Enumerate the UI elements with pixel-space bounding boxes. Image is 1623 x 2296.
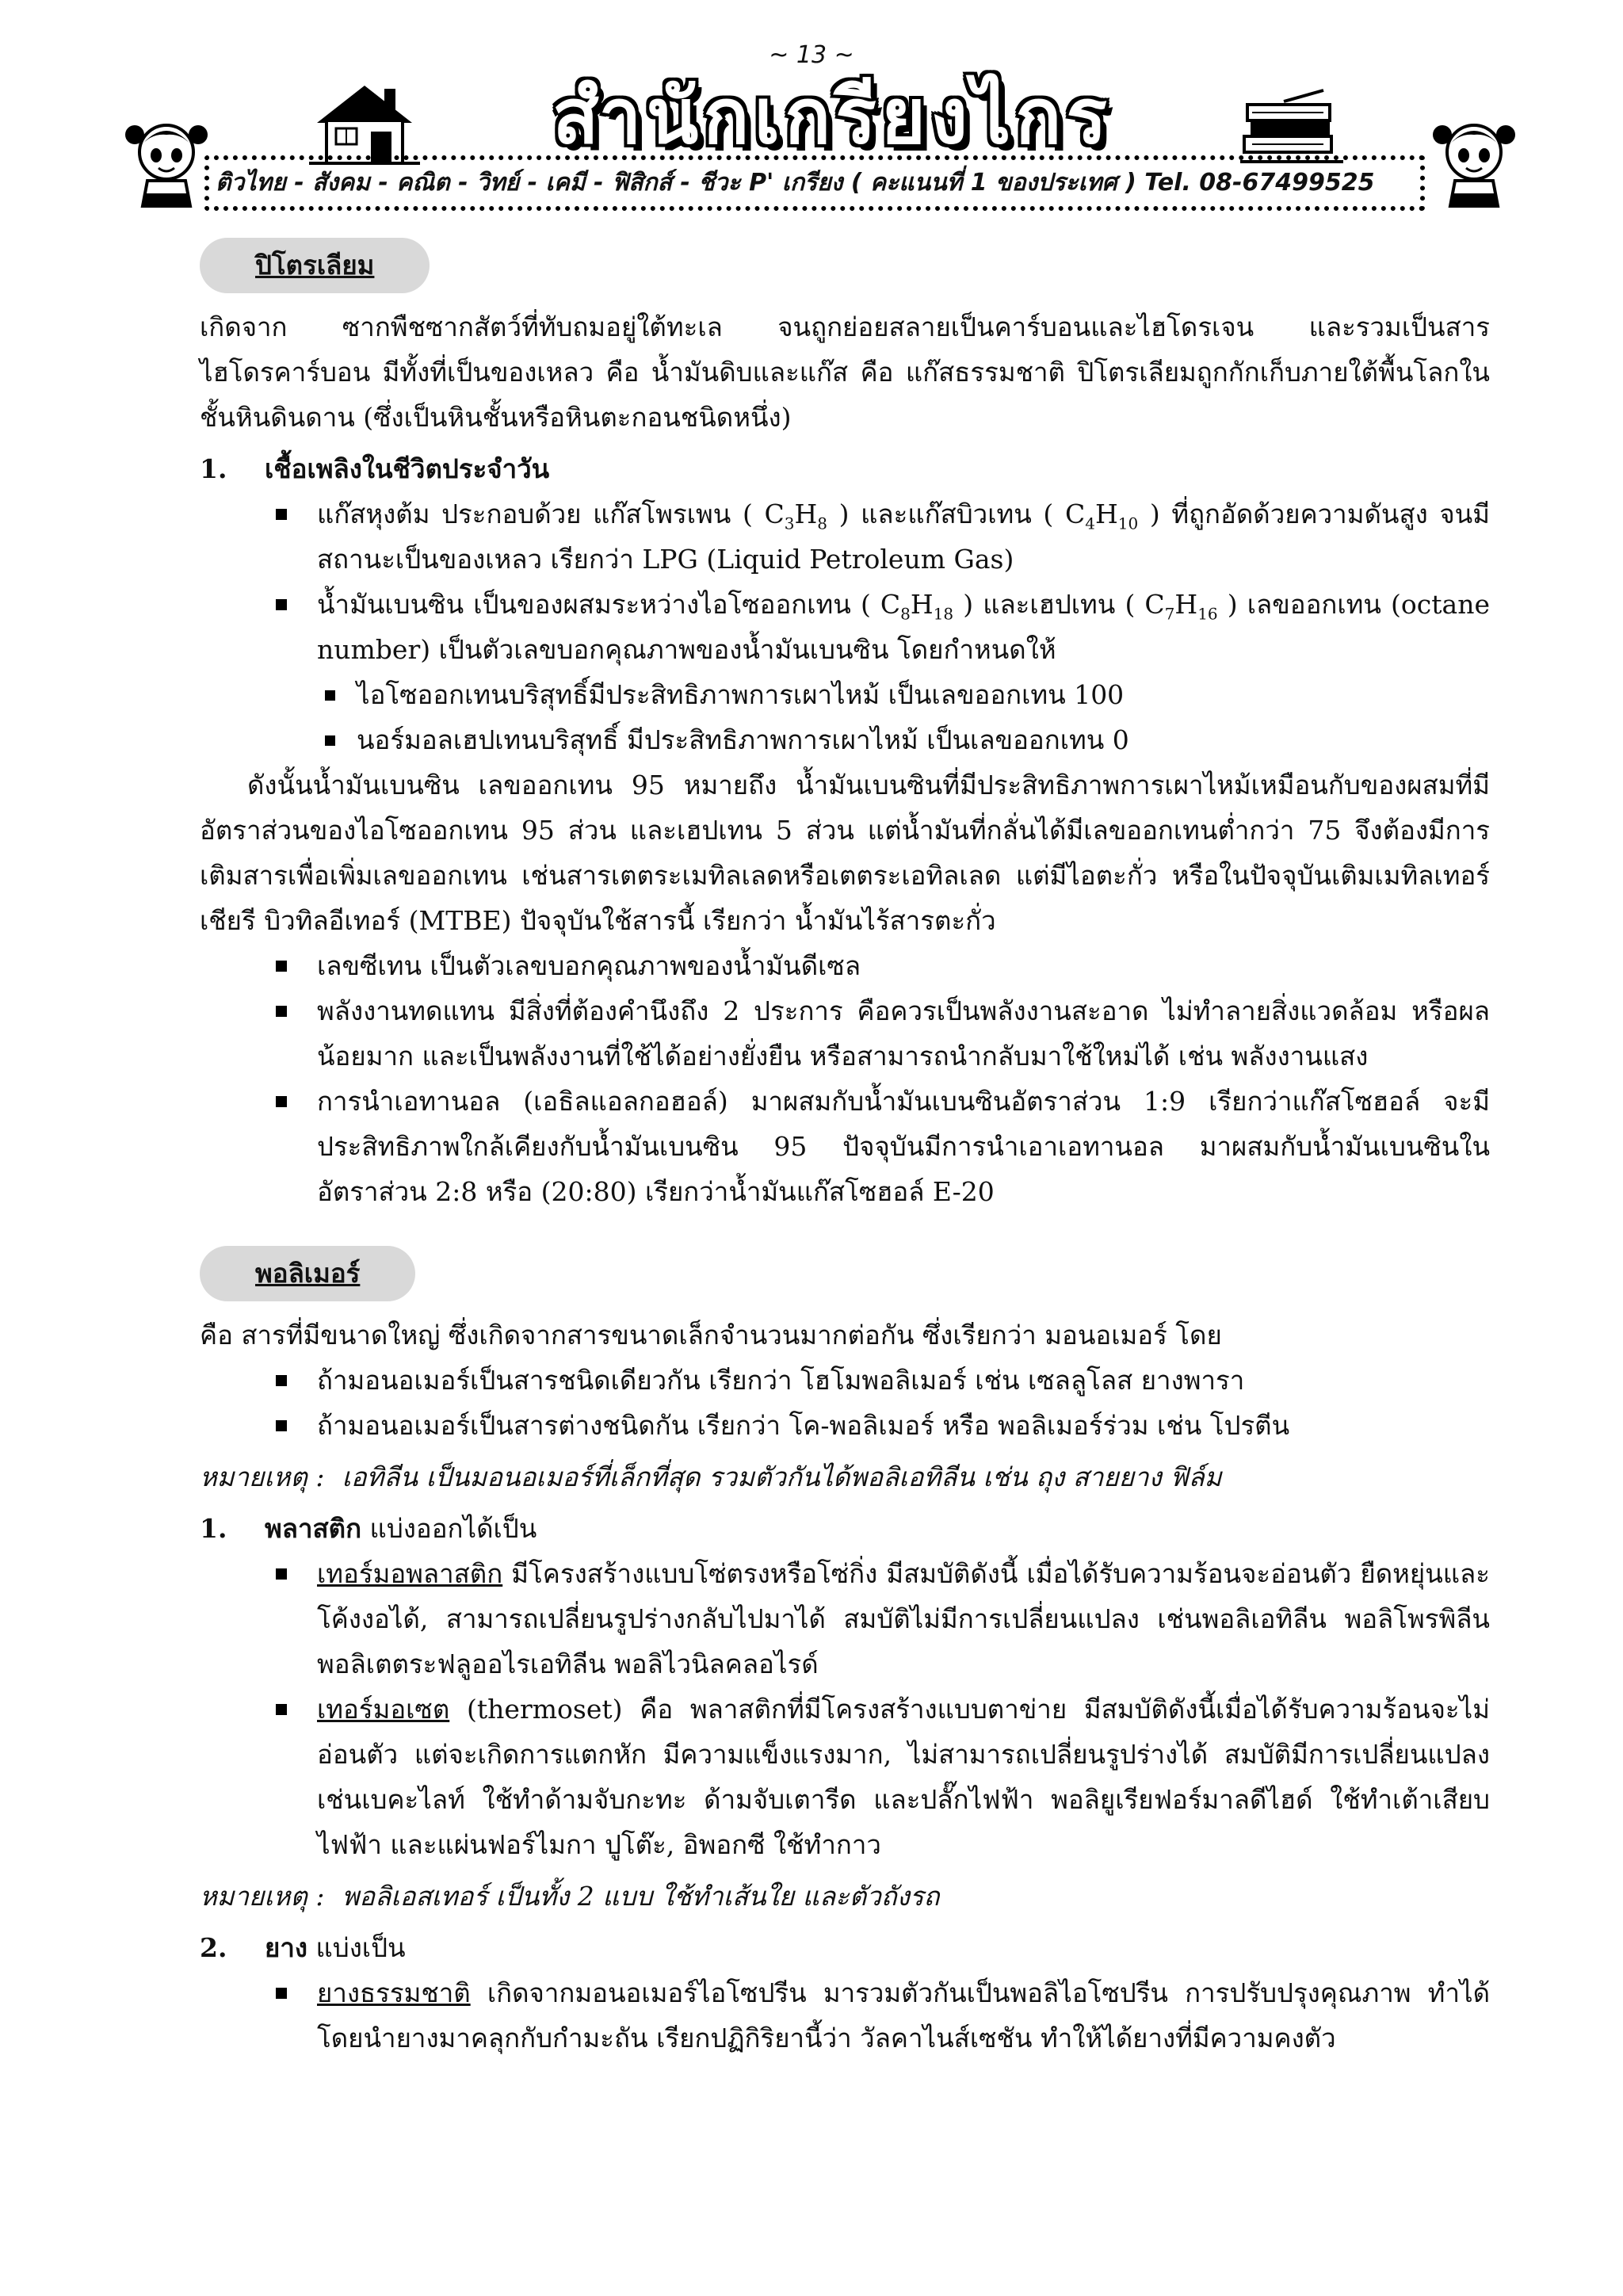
item-rest: แบ่งออกได้เป็น	[361, 1513, 537, 1544]
books-icon	[1236, 87, 1347, 166]
item-rest: แบ่งเป็น	[307, 1932, 406, 1963]
note-label: หมายเหตุ :	[200, 1461, 325, 1492]
formula-isooctane: $C_8H_{18}$	[880, 589, 954, 624]
text-lpg-a: แก๊สหุงต้ม ประกอบด้วย แก๊สโพรเพน (	[317, 499, 753, 529]
mascot-right-icon	[1426, 111, 1522, 214]
list-item-copolymer: ถ้ามอนอเมอร์เป็นสารต่างชนิดกัน เรียกว่า โค-พอลิเมอร์ หรือ พอลิเมอร์ร่วม เช่น โปรตีน	[317, 1403, 1490, 1448]
item-number: 2.	[200, 1932, 227, 1963]
list-item-natural-rubber	[317, 1970, 1490, 2061]
octane-paragraph: ดังนั้นน้ำมันเบนซิน เลขออกเทน 95 หมายถึง น้ำมันเบนซินที่มีประสิทธิภาพการเผาไหม้เหมือนกับของผสมที่มีอัตราส่วนของไอโซออกเทน 95 ส่วน และเฮปเทน 5 ส่วน แต่น้ำมันที่กลั่นได้มีเลขออกเทนต่ำกว่า 75 จึงต้องมีการเติมสารเพื่อเพิ่มเลขออกเทน เช่นสารเตตระเมทิลเลดหรือเตตระเอทิลเลด แต่มีไอตะกั่ว หรือในปัจจุบันเติมเมทิลเทอร์เชียรี บิวทิลอีเทอร์ (MTBE) ปัจจุบันใช้สารนี้ เรียกว่า น้ำมันไร้สารตะกั่ว	[200, 770, 1490, 936]
list-item-lpg	[317, 491, 1490, 582]
formula-heptane: $C_7H_{16}$	[1144, 589, 1218, 624]
header-tagline: ติวไทย - สังคม - คณิต - วิทย์ - เคมี - ฟิสิกส์ - ชีวะ P' เกรียง ( คะแนนที่ 1 ของประเทศ ) Tel. 08-67499525	[204, 155, 1425, 211]
list-item-thermoplastic	[317, 1551, 1490, 1687]
term-natural-rubber: ยางธรรมชาติ	[317, 1977, 471, 2008]
note-text: เอทิลีน เป็นมอนอเมอร์ที่เล็กที่สุด รวมตัวกันได้พอลิเอทิลีน เช่น ถุง สายยาง ฟิล์ม	[342, 1461, 1222, 1492]
petroleum-intro: เกิดจาก ซากพืชซากสัตว์ที่ทับถมอยู่ใต้ทะเล จนถูกย่อยสลายเป็นคาร์บอนและไฮโดรเจน และรวมเป็นสารไฮโดรคาร์บอน มีทั้งที่เป็นของเหลว คือ น้ำมันดิบและแก๊ส คือ แก๊สธรรมชาติ ปิโตรเลียมถูกกักเก็บภายใต้พื้นโลกในชั้นหินดินดาน (ซึ่งเป็นหินชั้นหรือหินตะกอนชนิดหนึ่ง)	[200, 311, 1490, 433]
item-number: 1.	[200, 453, 227, 484]
term-thermoplastic: เทอร์มอพลาสติก	[317, 1558, 503, 1589]
text-benzin-c: ) เลขออกเทน (octane number) เป็นตัวเลขบอกคุณภาพของน้ำมันเบนซิน โดยกำหนดให้	[317, 589, 1490, 665]
mascot-left-icon	[119, 111, 214, 214]
text-benzin-a: น้ำมันเบนซิน เป็นของผสมระหว่างไอโซออกเทน (	[317, 589, 871, 620]
energy-list	[200, 943, 1490, 1214]
list-item-thermoset	[317, 1687, 1490, 1867]
rubber-list	[200, 1970, 1490, 2061]
item-title: ยาง	[265, 1932, 307, 1963]
page-number: ~ 13 ~	[769, 41, 854, 69]
list-item-homopolymer: ถ้ามอนอเมอร์เป็นสารชนิดเดียวกัน เรียกว่า โฮโมพอลิเมอร์ เช่น เซลลูโลส ยางพารา	[317, 1358, 1490, 1403]
section-heading-petroleum: ปิโตรเลียม	[200, 238, 430, 293]
item-title: พลาสติก	[265, 1513, 362, 1544]
list-item-isooctane: ไอโซออกเทนบริสุทธิ์มีประสิทธิภาพการเผาไหม้ เป็นเลขออกเทน 100	[357, 672, 1490, 717]
list-item-renewable: พลังงานทดแทน มีสิ่งที่ต้องคำนึงถึง 2 ประการ คือควรเป็นพลังงานสะอาด ไม่ทำลายสิ่งแวดล้อม หรือผลน้อยมาก และเป็นพลังงานที่ใช้ได้อย่างยั่งยืน หรือสามารถนำกลับมาใช้ใหม่ได้ เช่น พลังงานแสง	[317, 988, 1490, 1079]
plastic-list	[200, 1551, 1490, 1867]
item-title: เชื้อเพลิงในชีวิตประจำวัน	[265, 453, 550, 484]
note-ethylene	[200, 1454, 1490, 1499]
term-thermoset: เทอร์มอเซต	[317, 1694, 450, 1725]
list-item-benzin	[317, 582, 1490, 672]
text-lpg-c: ) ที่ถูกอัดด้วยความดันสูง จนมีสถานะเป็นของเหลว เรียกว่า LPG (Liquid Petroleum Gas)	[317, 499, 1490, 575]
note-text: พอลิเอสเทอร์ เป็นทั้ง 2 แบบ ใช้ทำเส้นใย และตัวถังรถ	[342, 1881, 940, 1912]
section-heading-polymer: พอลิเมอร์	[200, 1246, 415, 1301]
brand-logo-text: สำนักเกรียงไกร	[552, 72, 1112, 161]
octane-sublist	[200, 672, 1490, 762]
text-thermoplastic: มีโครงสร้างแบบโซ่ตรงหรือโซ่กิ่ง มีสมบัติดังนี้ เมื่อได้รับความร้อนจะอ่อนตัว ยืดหยุ่นและโค้งงอได้, สามารถเปลี่ยนรูปร่างกลับไปมาได้ สมบัติไม่มีการเปลี่ยนแปลง เช่นพอลิเอทิลีน พอลิโพรพิลีน พอลิเตตระฟลูออไรเอทิลีน พอลิไวนิลคลอไรด์	[317, 1558, 1490, 1679]
note-polyester	[200, 1874, 1490, 1919]
formula-propane: $C_3H_8$	[764, 499, 827, 533]
polymer-item-2	[200, 1925, 1490, 1970]
note-label: หมายเหตุ :	[200, 1881, 325, 1912]
fuel-list	[200, 491, 1490, 672]
polymer-type-list	[200, 1358, 1490, 1448]
house-icon	[309, 79, 420, 166]
list-item-heptane: นอร์มอลเฮปเทนบริสุทธิ์ มีประสิทธิภาพการเผาไหม้ เป็นเลขออกเทน 0	[357, 717, 1490, 762]
text-benzin-b: ) และเฮปเทน (	[963, 589, 1136, 620]
text-thermoset: (thermoset) คือ พลาสติกที่มีโครงสร้างแบบตาข่าย มีสมบัติดังนี้เมื่อได้รับความร้อนจะไม่อ่อนตัว แต่จะเกิดการแตกหัก มีความแข็งแรงมาก, ไม่สามารถเปลี่ยนรูปร่างได้ สมบัติมีการเปลี่ยนแปลงเช่นเบคะไลท์ ใช้ทำด้ามจับกะทะ ด้ามจับเตารีด และปลั๊กไฟฟ้า พอลิยูเรียฟอร์มาลดีไฮด์ ใช้ทำเต้าเสียบไฟฟ้า และแผ่นฟอร์ไมกา ปูโต๊ะ, อิพอกซี ใช้ทำกาว	[317, 1694, 1490, 1860]
polymer-intro: คือ สารที่มีขนาดใหญ่ ซึ่งเกิดจากสารขนาดเล็กจำนวนมากต่อกัน ซึ่งเรียกว่า มอนอเมอร์ โดย	[200, 1320, 1222, 1350]
item-number: 1.	[200, 1513, 227, 1544]
list-item-cetane: เลขซีเทน เป็นตัวเลขบอกคุณภาพของน้ำมันดีเซล	[317, 943, 1490, 988]
polymer-item-1	[200, 1506, 1490, 1551]
formula-butane: $C_4H_{10}$	[1064, 499, 1139, 533]
petroleum-item-1	[200, 446, 1490, 491]
text-natural-rubber: เกิดจากมอนอเมอร์ไอโซปรีน มารวมตัวกันเป็นพอลิไอโซปรีน การปรับปรุงคุณภาพ ทำได้โดยนำยางมาคลุกกับกำมะถัน เรียกปฏิกิริยานี้ว่า วัลคาไนส์เซชัน ทำให้ได้ยางที่มีความคงตัว	[317, 1977, 1490, 2053]
text-lpg-b: ) และแก๊สบิวเทน (	[838, 499, 1054, 529]
content	[200, 238, 1490, 2061]
list-item-gasohol: การนำเอทานอล (เอธิลแอลกอฮอล์) มาผสมกับน้ำมันเบนซินอัตราส่วน 1:9 เรียกว่าแก๊สโซฮอล์ จะมีประสิทธิภาพใกล้เคียงกับน้ำมันเบนซิน 95 ปัจจุบันมีการนำเอาเอทานอล มาผสมกับน้ำมันเบนซินในอัตราส่วน 2:8 หรือ (20:80) เรียกว่าน้ำมันแก๊สโซฮอล์ E-20	[317, 1079, 1490, 1214]
